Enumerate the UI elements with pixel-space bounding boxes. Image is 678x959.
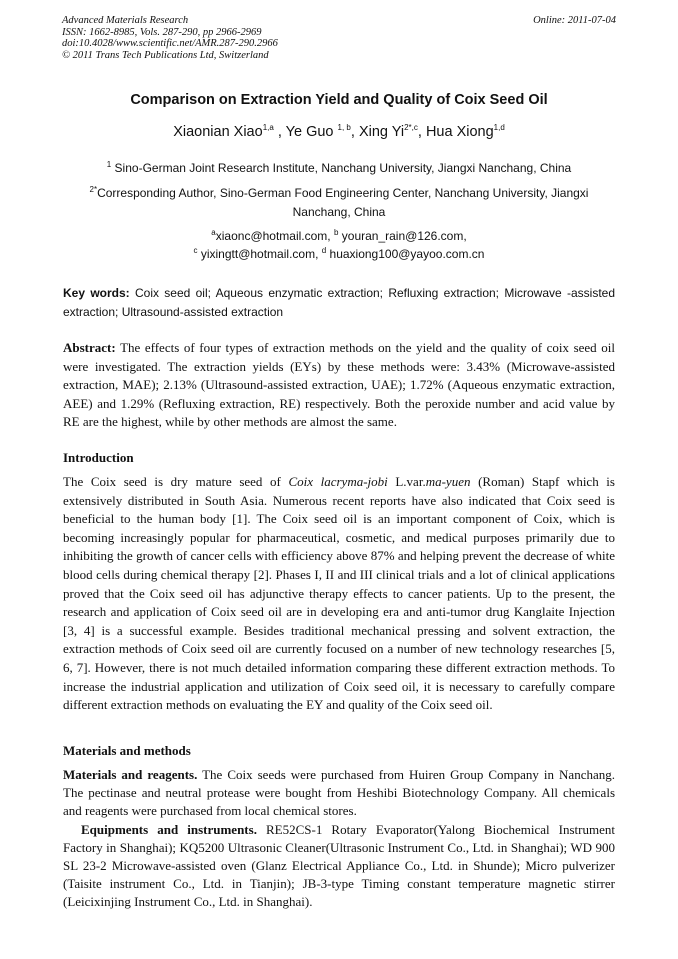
abstract-text: The effects of four types of extraction methods on the yield and the quality of coix seed oil were investigated. The extraction yields (EYs) by these methods were: 3.43% (Microwave-assisted extraction, MAE); 2.13% (Ultrasound-assisted extraction, UAE); 1.72% (Aqueous enzymatic extraction, AEE) and 1.29% (Refluxing extraction, RE) respectively. Both the peroxide number and acid value by RE are the highest, while by other methods are almost the same. [63,340,615,430]
variety-name: ma-yuen [425,474,471,489]
keywords-text: Coix seed oil; Aqueous enzymatic extraction; Refluxing extraction; Microwave -assisted extraction; Ultrasound-assisted extraction [63,286,616,319]
journal-name: Advanced Materials Research [62,15,189,26]
affiliation-1 [62,159,616,178]
email-line [62,227,616,245]
affiliation-mark: 2* [89,185,98,194]
equipment-label: Equipments and instruments. [81,822,257,837]
email-link[interactable]: huaxiong100@yayoo.com.cn [326,247,485,261]
email-mark: a [211,228,216,237]
copyright-line: © 2011 Trans Tech Publications Ltd, Switzerland [62,49,269,61]
author-list [62,124,616,140]
author-affiliation-mark: 1,d [493,123,505,133]
paper-title: Comparison on Extraction Yield and Quality of Coix Seed Oil [130,92,548,108]
introduction-paragraph [63,473,615,715]
abstract [63,339,615,432]
affiliation-text: Corresponding Author, Sino-German Food Engineering Center, Nanchang University, Jiangxi Nanchang, China [97,186,589,219]
journal-header [62,15,616,61]
email-line [62,245,616,263]
introduction-heading: Introduction [63,450,134,465]
online-date: Online: 2011-07-04 [533,15,616,26]
species-name: Coix lacryma-jobi [288,474,388,489]
email-mark: d [321,246,327,255]
email-link[interactable]: youran_rain@126.com, [338,229,467,243]
author-name: Ye Guo [285,124,338,140]
methods-heading: Materials and methods [63,743,191,758]
keywords [63,284,615,322]
equipment-text: RE52CS-1 Rotary Evaporator(Yalong Biochemical Instrument Factory in Shanghai); KQ5200 Ultrasonic Cleaner(Ultrasonic Instrument Co., Ltd. in Shanghai); WD 900 SL 23-2 Microwave-assisted oven (Glanz Electrical Appliance Co., Ltd. in Shunde); Micro pulverizer (Taisite instrument Co., Ltd. in Tianjin); JB-3-type Timing constant temperature magnetic stirrer (Leicixinjing Instrument Co., Ltd. in Shanghai). [63,822,615,909]
intro-text: The Coix seed is dry mature seed of [63,474,289,489]
email-link[interactable]: xiaonc@hotmail.com, [215,229,334,243]
intro-text: L.var. [387,474,426,489]
email-mark: c [193,246,198,255]
materials-paragraph [63,766,615,820]
issn-line: ISSN: 1662-8985, Vols. 287-290, pp 2966-2969 [62,26,262,38]
affiliation-mark: 1 [106,160,112,169]
affiliation-2 [62,184,616,222]
email-mark: b [333,228,339,237]
affiliation-text: Sino-German Joint Research Institute, Nanchang University, Jiangxi Nanchang, China [111,161,572,175]
author-affiliation-mark: 1, b [337,123,351,133]
email-link[interactable]: yixingtt@hotmail.com, [197,247,322,261]
abstract-label: Abstract: [63,340,116,355]
equipment-paragraph [63,821,615,911]
author-separator: , [273,124,286,140]
author-affiliation-mark: 2*,c [404,123,418,133]
author-separator: , [350,124,359,140]
author-separator: , [417,124,426,140]
author-name: Xing Yi [358,124,405,140]
keywords-label: Key words: [63,286,130,300]
author-name: Xiaonian Xiao [173,124,263,140]
intro-text: (Roman) Stapf which is extensively distributed in South Asia. Numerous recent reports have also indicated that Coix seed is beneficial to the human body [1]. The Coix seed oil is an important component of Coix, which is becoming increasingly popular for pharmaceutical, cosmetic, and medical purposes primarily due to inhibiting the growth of cancer cells with efficiency above 87% and helping prevent the decrease of white blood cells during chemical therapy [2]. Phases I, II and III clinical trials and a lot of clinical applications proved that the Coix seed oil has adjunctive therapy effects to cancer patients. Up to the present, the research and application of Coix seed oil are in developing era and anti-tumor drug Kanglaite Injection [3, 4] is a successful example. Besides traditional mechanical pressing and solvent extraction, the extraction methods of Coix seed oil are currently focused on a number of new technology researches [5, 6, 7]. However, there is not much detailed information comparing these different extraction methods. To increase the industrial application and utilization of Coix seed oil, it is necessary to carefully compare different extraction methods on evaluating the EY and quality of the Coix seed oil. [63,474,615,713]
materials-label: Materials and reagents. [63,767,198,782]
materials-text: The Coix seeds were purchased from Huiren Group Company in Nanchang. The pectinase and neutral protease were bought from Heshibi Biotechnology Company. All chemicals and reagents were purchased from local chemical stores. [63,767,615,818]
author-name: Hua Xiong [425,124,494,140]
author-affiliation-mark: 1,a [262,123,274,133]
doi-line: doi:10.4028/www.scientific.net/AMR.287-290.2966 [62,38,278,49]
author-emails [62,227,616,263]
